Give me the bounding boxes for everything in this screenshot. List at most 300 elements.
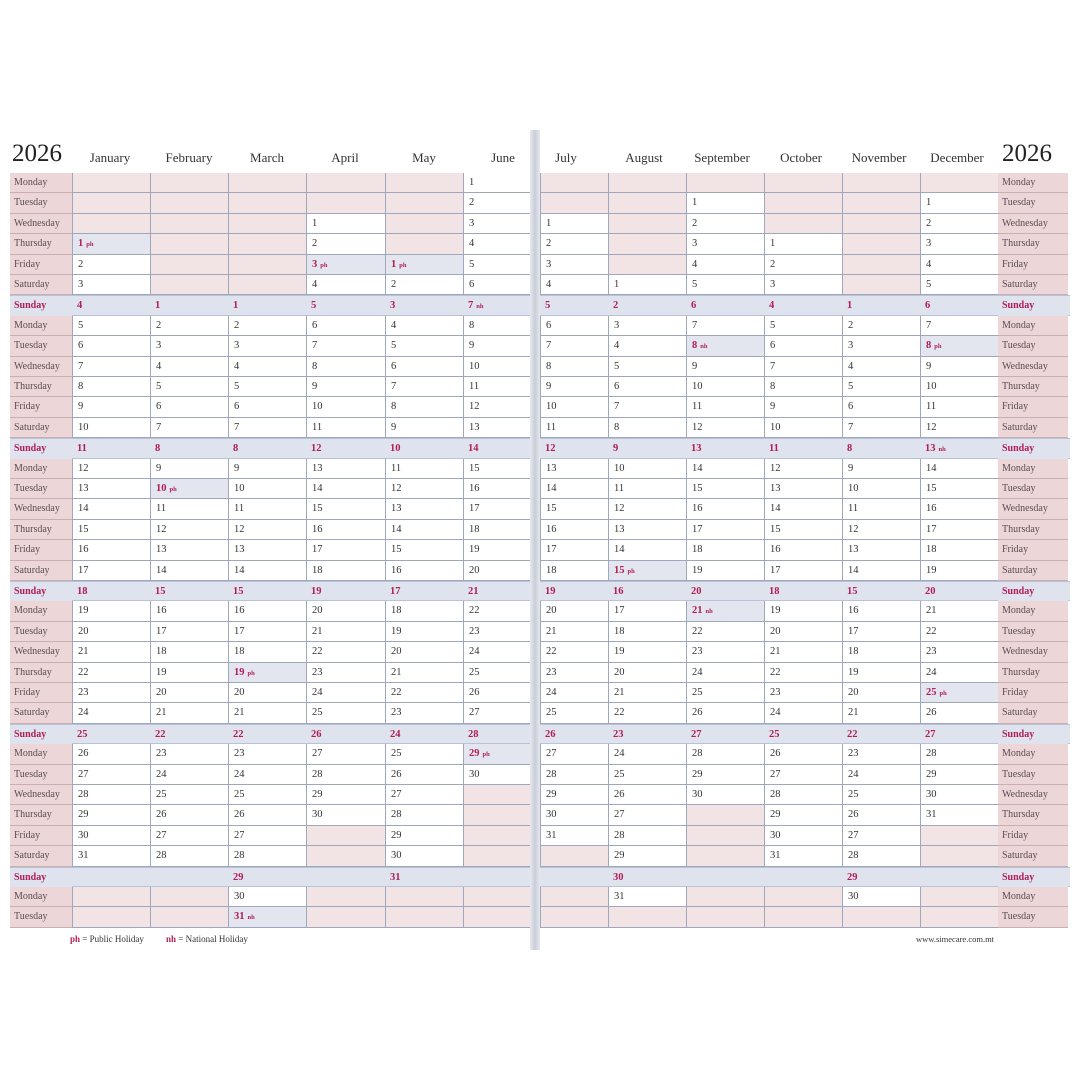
day-cell-june-20[interactable] bbox=[463, 561, 530, 581]
day-cell-march-30[interactable] bbox=[228, 887, 306, 907]
day-cell-may-16[interactable] bbox=[385, 561, 463, 581]
day-cell-october-16[interactable] bbox=[764, 540, 842, 560]
day-cell-march-7[interactable] bbox=[228, 418, 306, 438]
day-cell-november-4[interactable] bbox=[842, 357, 920, 377]
day-cell-october-26[interactable] bbox=[764, 744, 842, 764]
day-cell-july-6[interactable] bbox=[540, 316, 608, 336]
day-cell-february-1[interactable] bbox=[150, 296, 228, 316]
day-cell-november-14[interactable] bbox=[842, 561, 920, 581]
day-cell-june-8[interactable] bbox=[463, 316, 530, 336]
day-cell-december-29[interactable] bbox=[920, 765, 998, 785]
day-cell-february-23[interactable] bbox=[150, 744, 228, 764]
day-cell-may-7[interactable] bbox=[385, 377, 463, 397]
day-cell-july-22[interactable] bbox=[540, 642, 608, 662]
day-cell-august-21[interactable] bbox=[608, 683, 686, 703]
day-cell-december-12[interactable] bbox=[920, 418, 998, 438]
day-cell-november-20[interactable] bbox=[842, 683, 920, 703]
day-cell-may-9[interactable] bbox=[385, 418, 463, 438]
day-cell-june-30[interactable] bbox=[463, 765, 530, 785]
day-cell-october-28[interactable] bbox=[764, 785, 842, 805]
day-cell-august-12[interactable] bbox=[608, 499, 686, 519]
day-cell-october-3[interactable] bbox=[764, 275, 842, 295]
day-cell-may-14[interactable] bbox=[385, 520, 463, 540]
day-cell-november-13[interactable] bbox=[842, 540, 920, 560]
day-cell-may-5[interactable] bbox=[385, 336, 463, 356]
day-cell-april-7[interactable] bbox=[306, 336, 385, 356]
day-cell-january-24[interactable] bbox=[72, 703, 150, 723]
day-cell-september-19[interactable] bbox=[686, 561, 764, 581]
day-cell-april-27[interactable] bbox=[306, 744, 385, 764]
day-cell-october-15[interactable] bbox=[764, 520, 842, 540]
day-cell-november-2[interactable] bbox=[842, 316, 920, 336]
day-cell-october-12[interactable] bbox=[764, 459, 842, 479]
day-cell-january-11[interactable] bbox=[72, 439, 150, 459]
day-cell-august-29[interactable] bbox=[608, 846, 686, 866]
day-cell-august-28[interactable] bbox=[608, 826, 686, 846]
day-cell-june-3[interactable] bbox=[463, 214, 530, 234]
day-cell-september-9[interactable] bbox=[686, 357, 764, 377]
day-cell-may-11[interactable] bbox=[385, 459, 463, 479]
day-cell-july-16[interactable] bbox=[540, 520, 608, 540]
day-cell-october-18[interactable] bbox=[764, 582, 842, 602]
day-cell-december-19[interactable] bbox=[920, 561, 998, 581]
day-cell-march-20[interactable] bbox=[228, 683, 306, 703]
day-cell-august-14[interactable] bbox=[608, 540, 686, 560]
day-cell-april-28[interactable] bbox=[306, 765, 385, 785]
day-cell-september-14[interactable] bbox=[686, 459, 764, 479]
day-cell-june-16[interactable] bbox=[463, 479, 530, 499]
day-cell-march-5[interactable] bbox=[228, 377, 306, 397]
day-cell-november-12[interactable] bbox=[842, 520, 920, 540]
day-cell-january-8[interactable] bbox=[72, 377, 150, 397]
day-cell-may-22[interactable] bbox=[385, 683, 463, 703]
day-cell-january-1[interactable] bbox=[72, 234, 150, 254]
day-cell-june-21[interactable] bbox=[463, 582, 530, 602]
day-cell-march-18[interactable] bbox=[228, 642, 306, 662]
day-cell-july-17[interactable] bbox=[540, 540, 608, 560]
day-cell-august-25[interactable] bbox=[608, 765, 686, 785]
day-cell-may-8[interactable] bbox=[385, 397, 463, 417]
day-cell-february-4[interactable] bbox=[150, 357, 228, 377]
day-cell-october-1[interactable] bbox=[764, 234, 842, 254]
day-cell-april-5[interactable] bbox=[306, 296, 385, 316]
day-cell-october-30[interactable] bbox=[764, 826, 842, 846]
day-cell-january-30[interactable] bbox=[72, 826, 150, 846]
day-cell-february-21[interactable] bbox=[150, 703, 228, 723]
day-cell-july-28[interactable] bbox=[540, 765, 608, 785]
day-cell-march-28[interactable] bbox=[228, 846, 306, 866]
day-cell-november-29[interactable] bbox=[842, 868, 920, 888]
day-cell-september-26[interactable] bbox=[686, 703, 764, 723]
day-cell-june-2[interactable] bbox=[463, 193, 530, 213]
day-cell-july-1[interactable] bbox=[540, 214, 608, 234]
day-cell-november-1[interactable] bbox=[842, 296, 920, 316]
day-cell-october-20[interactable] bbox=[764, 622, 842, 642]
day-cell-august-17[interactable] bbox=[608, 601, 686, 621]
day-cell-july-26[interactable] bbox=[540, 725, 608, 745]
day-cell-march-2[interactable] bbox=[228, 316, 306, 336]
day-cell-january-17[interactable] bbox=[72, 561, 150, 581]
day-cell-june-5[interactable] bbox=[463, 255, 530, 275]
day-cell-november-18[interactable] bbox=[842, 642, 920, 662]
day-cell-august-18[interactable] bbox=[608, 622, 686, 642]
day-cell-may-15[interactable] bbox=[385, 540, 463, 560]
day-cell-august-10[interactable] bbox=[608, 459, 686, 479]
day-cell-september-7[interactable] bbox=[686, 316, 764, 336]
day-cell-june-18[interactable] bbox=[463, 520, 530, 540]
day-cell-november-6[interactable] bbox=[842, 397, 920, 417]
day-cell-february-24[interactable] bbox=[150, 765, 228, 785]
day-cell-july-31[interactable] bbox=[540, 826, 608, 846]
day-cell-september-11[interactable] bbox=[686, 397, 764, 417]
day-cell-december-20[interactable] bbox=[920, 582, 998, 602]
day-cell-april-19[interactable] bbox=[306, 582, 385, 602]
day-cell-june-27[interactable] bbox=[463, 703, 530, 723]
day-cell-may-27[interactable] bbox=[385, 785, 463, 805]
day-cell-september-16[interactable] bbox=[686, 499, 764, 519]
day-cell-april-12[interactable] bbox=[306, 439, 385, 459]
day-cell-april-15[interactable] bbox=[306, 499, 385, 519]
day-cell-december-27[interactable] bbox=[920, 725, 998, 745]
day-cell-september-27[interactable] bbox=[686, 725, 764, 745]
day-cell-september-8[interactable] bbox=[686, 336, 764, 356]
day-cell-september-22[interactable] bbox=[686, 622, 764, 642]
day-cell-january-22[interactable] bbox=[72, 663, 150, 683]
day-cell-november-7[interactable] bbox=[842, 418, 920, 438]
day-cell-january-4[interactable] bbox=[72, 296, 150, 316]
day-cell-september-12[interactable] bbox=[686, 418, 764, 438]
day-cell-october-23[interactable] bbox=[764, 683, 842, 703]
day-cell-july-27[interactable] bbox=[540, 744, 608, 764]
day-cell-august-8[interactable] bbox=[608, 418, 686, 438]
day-cell-may-1[interactable] bbox=[385, 255, 463, 275]
day-cell-march-17[interactable] bbox=[228, 622, 306, 642]
day-cell-november-28[interactable] bbox=[842, 846, 920, 866]
day-cell-february-22[interactable] bbox=[150, 725, 228, 745]
day-cell-june-4[interactable] bbox=[463, 234, 530, 254]
day-cell-december-25[interactable] bbox=[920, 683, 998, 703]
day-cell-may-4[interactable] bbox=[385, 316, 463, 336]
day-cell-august-1[interactable] bbox=[608, 275, 686, 295]
day-cell-september-13[interactable] bbox=[686, 439, 764, 459]
day-cell-february-12[interactable] bbox=[150, 520, 228, 540]
day-cell-january-23[interactable] bbox=[72, 683, 150, 703]
day-cell-march-8[interactable] bbox=[228, 439, 306, 459]
day-cell-july-12[interactable] bbox=[540, 439, 608, 459]
day-cell-november-27[interactable] bbox=[842, 826, 920, 846]
day-cell-march-12[interactable] bbox=[228, 520, 306, 540]
day-cell-february-5[interactable] bbox=[150, 377, 228, 397]
day-cell-april-30[interactable] bbox=[306, 805, 385, 825]
day-cell-march-6[interactable] bbox=[228, 397, 306, 417]
day-cell-september-5[interactable] bbox=[686, 275, 764, 295]
day-cell-december-22[interactable] bbox=[920, 622, 998, 642]
day-cell-november-24[interactable] bbox=[842, 765, 920, 785]
day-cell-may-19[interactable] bbox=[385, 622, 463, 642]
day-cell-may-26[interactable] bbox=[385, 765, 463, 785]
day-cell-october-11[interactable] bbox=[764, 439, 842, 459]
day-cell-march-31[interactable] bbox=[228, 907, 306, 927]
day-cell-march-24[interactable] bbox=[228, 765, 306, 785]
day-cell-april-26[interactable] bbox=[306, 725, 385, 745]
day-cell-january-21[interactable] bbox=[72, 642, 150, 662]
day-cell-october-17[interactable] bbox=[764, 561, 842, 581]
day-cell-december-21[interactable] bbox=[920, 601, 998, 621]
day-cell-march-11[interactable] bbox=[228, 499, 306, 519]
day-cell-november-23[interactable] bbox=[842, 744, 920, 764]
day-cell-february-19[interactable] bbox=[150, 663, 228, 683]
day-cell-september-17[interactable] bbox=[686, 520, 764, 540]
day-cell-june-7[interactable] bbox=[463, 296, 530, 316]
day-cell-september-1[interactable] bbox=[686, 193, 764, 213]
day-cell-june-12[interactable] bbox=[463, 397, 530, 417]
day-cell-november-26[interactable] bbox=[842, 805, 920, 825]
day-cell-november-25[interactable] bbox=[842, 785, 920, 805]
day-cell-june-15[interactable] bbox=[463, 459, 530, 479]
day-cell-january-13[interactable] bbox=[72, 479, 150, 499]
day-cell-july-9[interactable] bbox=[540, 377, 608, 397]
day-cell-september-24[interactable] bbox=[686, 663, 764, 683]
day-cell-october-22[interactable] bbox=[764, 663, 842, 683]
day-cell-march-19[interactable] bbox=[228, 663, 306, 683]
day-cell-february-2[interactable] bbox=[150, 316, 228, 336]
day-cell-june-24[interactable] bbox=[463, 642, 530, 662]
day-cell-february-28[interactable] bbox=[150, 846, 228, 866]
day-cell-october-31[interactable] bbox=[764, 846, 842, 866]
day-cell-august-24[interactable] bbox=[608, 744, 686, 764]
day-cell-february-10[interactable] bbox=[150, 479, 228, 499]
day-cell-october-6[interactable] bbox=[764, 336, 842, 356]
day-cell-october-9[interactable] bbox=[764, 397, 842, 417]
day-cell-july-11[interactable] bbox=[540, 418, 608, 438]
day-cell-december-4[interactable] bbox=[920, 255, 998, 275]
day-cell-february-6[interactable] bbox=[150, 397, 228, 417]
day-cell-january-2[interactable] bbox=[72, 255, 150, 275]
day-cell-december-5[interactable] bbox=[920, 275, 998, 295]
day-cell-january-6[interactable] bbox=[72, 336, 150, 356]
day-cell-june-19[interactable] bbox=[463, 540, 530, 560]
day-cell-september-15[interactable] bbox=[686, 479, 764, 499]
day-cell-april-9[interactable] bbox=[306, 377, 385, 397]
day-cell-march-29[interactable] bbox=[228, 868, 306, 888]
day-cell-june-26[interactable] bbox=[463, 683, 530, 703]
day-cell-february-18[interactable] bbox=[150, 642, 228, 662]
day-cell-february-7[interactable] bbox=[150, 418, 228, 438]
day-cell-july-29[interactable] bbox=[540, 785, 608, 805]
day-cell-may-30[interactable] bbox=[385, 846, 463, 866]
day-cell-november-15[interactable] bbox=[842, 582, 920, 602]
day-cell-april-29[interactable] bbox=[306, 785, 385, 805]
day-cell-march-21[interactable] bbox=[228, 703, 306, 723]
day-cell-october-19[interactable] bbox=[764, 601, 842, 621]
day-cell-may-25[interactable] bbox=[385, 744, 463, 764]
day-cell-september-20[interactable] bbox=[686, 582, 764, 602]
day-cell-april-1[interactable] bbox=[306, 214, 385, 234]
day-cell-april-4[interactable] bbox=[306, 275, 385, 295]
day-cell-may-2[interactable] bbox=[385, 275, 463, 295]
day-cell-september-25[interactable] bbox=[686, 683, 764, 703]
day-cell-june-25[interactable] bbox=[463, 663, 530, 683]
day-cell-june-14[interactable] bbox=[463, 439, 530, 459]
day-cell-december-11[interactable] bbox=[920, 397, 998, 417]
day-cell-february-3[interactable] bbox=[150, 336, 228, 356]
day-cell-october-13[interactable] bbox=[764, 479, 842, 499]
day-cell-october-5[interactable] bbox=[764, 316, 842, 336]
day-cell-march-10[interactable] bbox=[228, 479, 306, 499]
day-cell-december-9[interactable] bbox=[920, 357, 998, 377]
day-cell-january-18[interactable] bbox=[72, 582, 150, 602]
day-cell-may-23[interactable] bbox=[385, 703, 463, 723]
day-cell-july-20[interactable] bbox=[540, 601, 608, 621]
day-cell-august-20[interactable] bbox=[608, 663, 686, 683]
day-cell-september-3[interactable] bbox=[686, 234, 764, 254]
day-cell-june-22[interactable] bbox=[463, 601, 530, 621]
day-cell-february-13[interactable] bbox=[150, 540, 228, 560]
day-cell-november-9[interactable] bbox=[842, 459, 920, 479]
day-cell-march-4[interactable] bbox=[228, 357, 306, 377]
day-cell-august-2[interactable] bbox=[608, 296, 686, 316]
day-cell-february-8[interactable] bbox=[150, 439, 228, 459]
day-cell-december-14[interactable] bbox=[920, 459, 998, 479]
day-cell-september-23[interactable] bbox=[686, 642, 764, 662]
day-cell-august-15[interactable] bbox=[608, 561, 686, 581]
day-cell-september-10[interactable] bbox=[686, 377, 764, 397]
day-cell-february-25[interactable] bbox=[150, 785, 228, 805]
day-cell-august-7[interactable] bbox=[608, 397, 686, 417]
day-cell-march-15[interactable] bbox=[228, 582, 306, 602]
day-cell-november-19[interactable] bbox=[842, 663, 920, 683]
day-cell-august-26[interactable] bbox=[608, 785, 686, 805]
day-cell-july-8[interactable] bbox=[540, 357, 608, 377]
day-cell-june-11[interactable] bbox=[463, 377, 530, 397]
day-cell-january-25[interactable] bbox=[72, 725, 150, 745]
day-cell-july-18[interactable] bbox=[540, 561, 608, 581]
day-cell-december-16[interactable] bbox=[920, 499, 998, 519]
day-cell-july-4[interactable] bbox=[540, 275, 608, 295]
day-cell-february-20[interactable] bbox=[150, 683, 228, 703]
day-cell-february-11[interactable] bbox=[150, 499, 228, 519]
day-cell-april-6[interactable] bbox=[306, 316, 385, 336]
day-cell-november-30[interactable] bbox=[842, 887, 920, 907]
day-cell-january-15[interactable] bbox=[72, 520, 150, 540]
day-cell-april-11[interactable] bbox=[306, 418, 385, 438]
day-cell-march-23[interactable] bbox=[228, 744, 306, 764]
day-cell-december-24[interactable] bbox=[920, 663, 998, 683]
day-cell-december-10[interactable] bbox=[920, 377, 998, 397]
day-cell-november-17[interactable] bbox=[842, 622, 920, 642]
day-cell-september-18[interactable] bbox=[686, 540, 764, 560]
day-cell-april-20[interactable] bbox=[306, 601, 385, 621]
day-cell-september-30[interactable] bbox=[686, 785, 764, 805]
day-cell-january-20[interactable] bbox=[72, 622, 150, 642]
day-cell-december-8[interactable] bbox=[920, 336, 998, 356]
day-cell-may-20[interactable] bbox=[385, 642, 463, 662]
day-cell-january-3[interactable] bbox=[72, 275, 150, 295]
day-cell-march-1[interactable] bbox=[228, 296, 306, 316]
day-cell-may-28[interactable] bbox=[385, 805, 463, 825]
day-cell-april-17[interactable] bbox=[306, 540, 385, 560]
day-cell-october-2[interactable] bbox=[764, 255, 842, 275]
day-cell-march-25[interactable] bbox=[228, 785, 306, 805]
day-cell-june-17[interactable] bbox=[463, 499, 530, 519]
day-cell-august-27[interactable] bbox=[608, 805, 686, 825]
day-cell-april-21[interactable] bbox=[306, 622, 385, 642]
day-cell-january-31[interactable] bbox=[72, 846, 150, 866]
day-cell-july-25[interactable] bbox=[540, 703, 608, 723]
day-cell-december-6[interactable] bbox=[920, 296, 998, 316]
day-cell-august-3[interactable] bbox=[608, 316, 686, 336]
day-cell-may-10[interactable] bbox=[385, 439, 463, 459]
day-cell-march-9[interactable] bbox=[228, 459, 306, 479]
day-cell-may-31[interactable] bbox=[385, 868, 463, 888]
day-cell-january-19[interactable] bbox=[72, 601, 150, 621]
day-cell-august-16[interactable] bbox=[608, 582, 686, 602]
day-cell-march-3[interactable] bbox=[228, 336, 306, 356]
day-cell-october-8[interactable] bbox=[764, 377, 842, 397]
day-cell-may-12[interactable] bbox=[385, 479, 463, 499]
day-cell-september-6[interactable] bbox=[686, 296, 764, 316]
day-cell-september-4[interactable] bbox=[686, 255, 764, 275]
day-cell-october-24[interactable] bbox=[764, 703, 842, 723]
day-cell-may-24[interactable] bbox=[385, 725, 463, 745]
day-cell-march-22[interactable] bbox=[228, 725, 306, 745]
day-cell-april-8[interactable] bbox=[306, 357, 385, 377]
day-cell-october-29[interactable] bbox=[764, 805, 842, 825]
day-cell-january-28[interactable] bbox=[72, 785, 150, 805]
day-cell-december-7[interactable] bbox=[920, 316, 998, 336]
day-cell-november-11[interactable] bbox=[842, 499, 920, 519]
day-cell-december-18[interactable] bbox=[920, 540, 998, 560]
day-cell-january-16[interactable] bbox=[72, 540, 150, 560]
day-cell-october-27[interactable] bbox=[764, 765, 842, 785]
day-cell-december-3[interactable] bbox=[920, 234, 998, 254]
day-cell-july-30[interactable] bbox=[540, 805, 608, 825]
day-cell-april-23[interactable] bbox=[306, 663, 385, 683]
day-cell-april-10[interactable] bbox=[306, 397, 385, 417]
day-cell-november-3[interactable] bbox=[842, 336, 920, 356]
day-cell-august-19[interactable] bbox=[608, 642, 686, 662]
day-cell-january-27[interactable] bbox=[72, 765, 150, 785]
day-cell-august-30[interactable] bbox=[608, 868, 686, 888]
day-cell-february-17[interactable] bbox=[150, 622, 228, 642]
day-cell-august-6[interactable] bbox=[608, 377, 686, 397]
day-cell-january-9[interactable] bbox=[72, 397, 150, 417]
day-cell-october-14[interactable] bbox=[764, 499, 842, 519]
day-cell-june-9[interactable] bbox=[463, 336, 530, 356]
day-cell-july-3[interactable] bbox=[540, 255, 608, 275]
day-cell-february-27[interactable] bbox=[150, 826, 228, 846]
day-cell-may-13[interactable] bbox=[385, 499, 463, 519]
day-cell-november-8[interactable] bbox=[842, 439, 920, 459]
day-cell-may-6[interactable] bbox=[385, 357, 463, 377]
day-cell-august-5[interactable] bbox=[608, 357, 686, 377]
day-cell-may-17[interactable] bbox=[385, 582, 463, 602]
day-cell-july-10[interactable] bbox=[540, 397, 608, 417]
day-cell-november-21[interactable] bbox=[842, 703, 920, 723]
day-cell-november-16[interactable] bbox=[842, 601, 920, 621]
day-cell-december-15[interactable] bbox=[920, 479, 998, 499]
day-cell-january-5[interactable] bbox=[72, 316, 150, 336]
day-cell-may-18[interactable] bbox=[385, 601, 463, 621]
day-cell-march-16[interactable] bbox=[228, 601, 306, 621]
day-cell-september-21[interactable] bbox=[686, 601, 764, 621]
day-cell-december-30[interactable] bbox=[920, 785, 998, 805]
day-cell-december-28[interactable] bbox=[920, 744, 998, 764]
day-cell-april-18[interactable] bbox=[306, 561, 385, 581]
day-cell-march-13[interactable] bbox=[228, 540, 306, 560]
day-cell-march-14[interactable] bbox=[228, 561, 306, 581]
day-cell-march-27[interactable] bbox=[228, 826, 306, 846]
